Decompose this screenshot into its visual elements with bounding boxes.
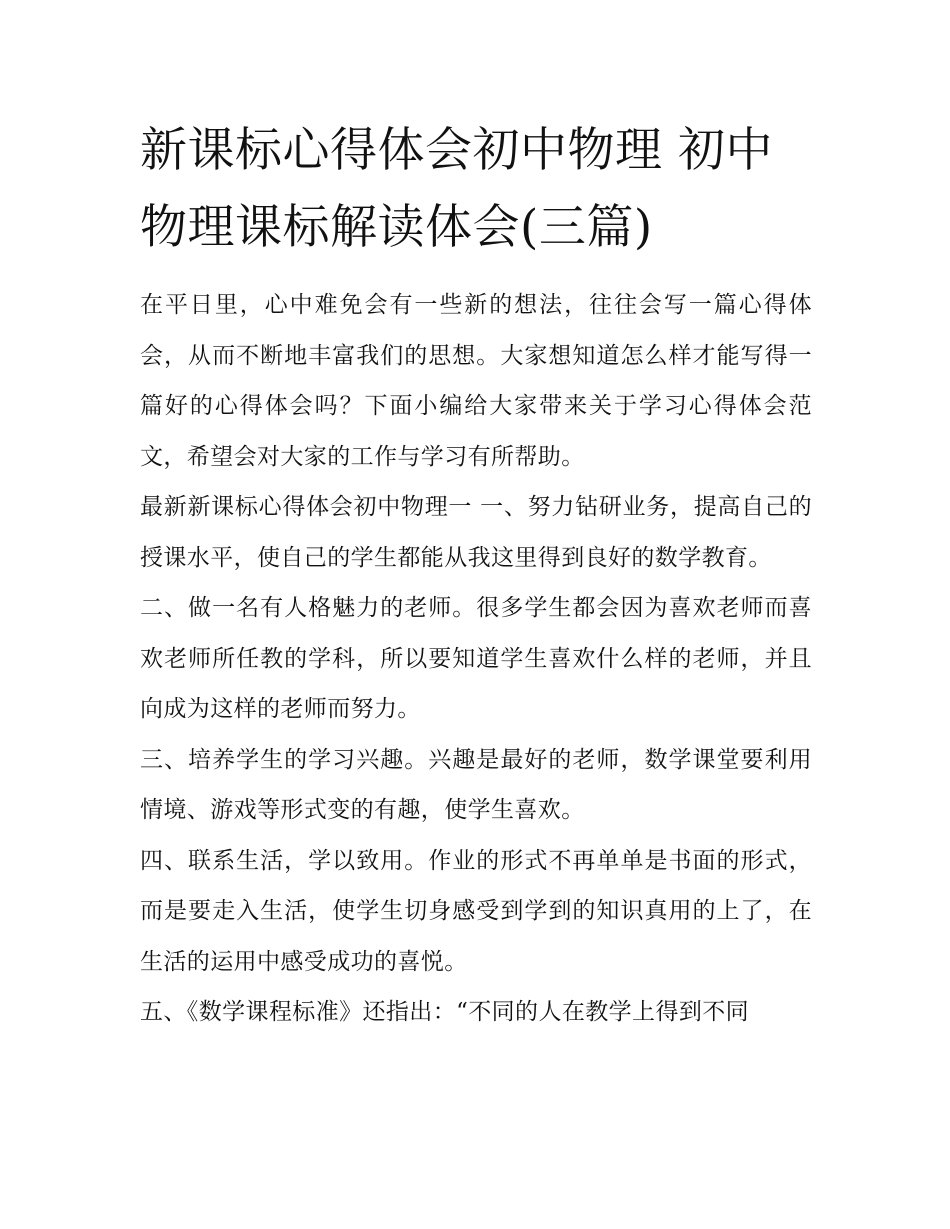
document-title: 新课标心得体会初中物理 初中物理课标解读体会(三篇) [140,123,773,255]
document-body [140,280,812,1038]
paragraph-point-5: 五、《数学课程标准》还指出：“不同的人在教学上得到不同 [140,999,750,1025]
paragraph-point-2: 二、做一名有人格魅力的老师。很多学生都会因为喜欢老师而喜欢老师所任教的学科，所以要知道学生喜欢什么样的老师，并且向成为这样的老师而努力。 [140,595,812,722]
document-page [140,112,812,1038]
paragraph-point-1: 最新新课标心得体会初中物理一 一、努力钻研业务，提高自己的授课水平，使自己的学生都能从我这里得到良好的数学教育。 [140,494,812,571]
paragraph-intro: 在平日里，心中难免会有一些新的想法，往往会写一篇心得体会，从而不断地丰富我们的思想。大家想知道怎么样才能写得一篇好的心得体会吗？下面小编给大家带来关于学习心得体会范文，希望会对大家的工作与学习有所帮助。 [140,292,812,470]
paragraph-point-4: 四、联系生活，学以致用。作业的形式不再单单是书面的形式，而是要走入生活，使学生切身感受到学到的知识真用的上了，在生活的运用中感受成功的喜悦。 [140,847,812,975]
paragraph-point-3: 三、培养学生的学习兴趣。兴趣是最好的老师，数学课堂要利用情境、游戏等形式变的有趣，使学生喜欢。 [140,746,812,823]
